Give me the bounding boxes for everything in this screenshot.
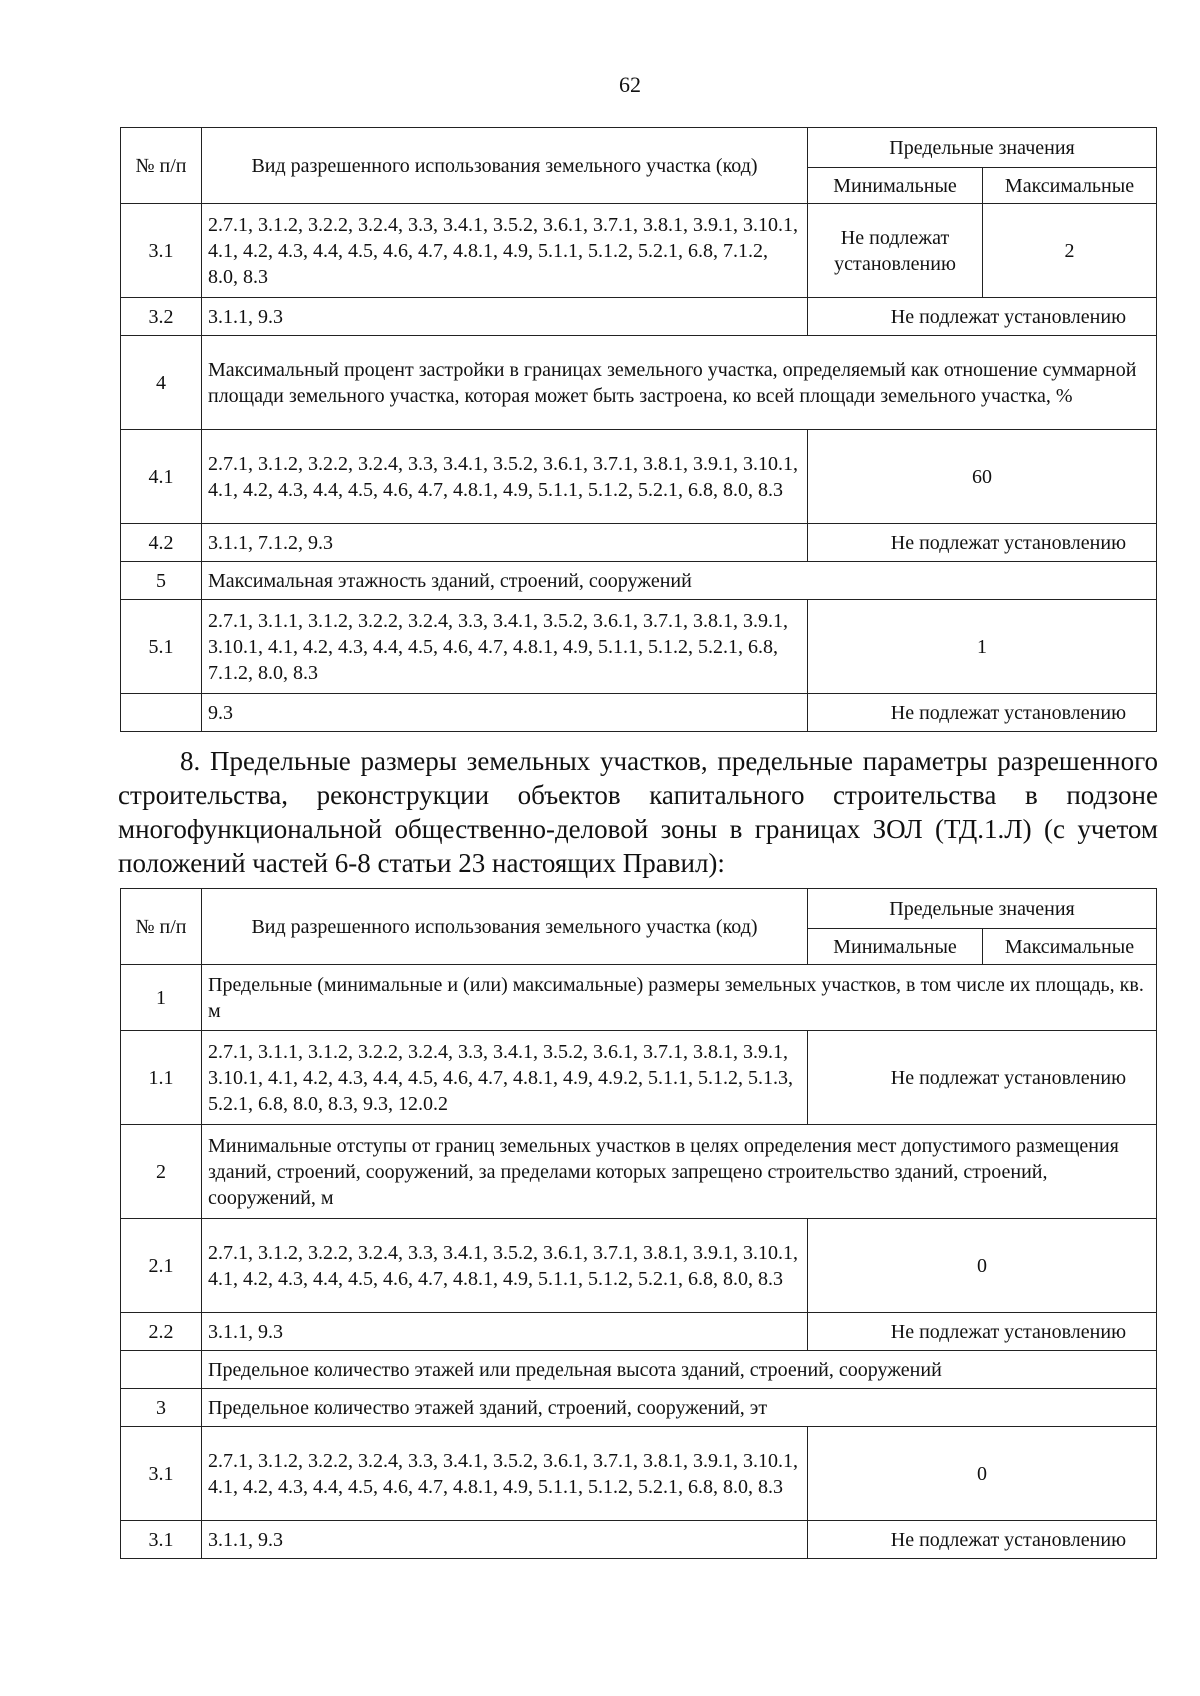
row-num [121, 694, 202, 732]
table-row [121, 600, 1157, 694]
table-row [121, 1427, 1157, 1521]
table-row [121, 204, 1157, 298]
row-min: Не подлежат установлению [808, 204, 983, 298]
row-value: Не подлежат установлению [808, 1313, 1157, 1351]
table-section-row [121, 336, 1157, 430]
row-section-title: Максимальный процент застройки в границах земельного участка, определяемый как отношение суммарной площади земельного участка, которая может быть застроена, ко всей площади земельного участка, % [202, 336, 1157, 430]
row-num [121, 1351, 202, 1389]
row-value: Не подлежат установлению [808, 1031, 1157, 1125]
row-codes: 3.1.1, 9.3 [202, 298, 808, 336]
header-limits: Предельные значения [808, 128, 1157, 168]
table-row [121, 430, 1157, 524]
row-value: Не подлежат установлению [808, 1521, 1157, 1559]
table-section-row [121, 1389, 1157, 1427]
row-codes: 2.7.1, 3.1.2, 3.2.2, 3.2.4, 3.3, 3.4.1, 3.5.2, 3.6.1, 3.7.1, 3.8.1, 3.9.1, 3.10.1, 4.1, 4.2, 4.3, 4.4, 4.5, 4.6, 4.7, 4.8.1, 4.9, 5.1.1, 5.1.2, 5.2.1, 6.8, 8.0, 8.3 [202, 430, 808, 524]
row-num: 4 [121, 336, 202, 430]
row-value: 0 [808, 1219, 1157, 1313]
row-value: 0 [808, 1427, 1157, 1521]
row-codes: 2.7.1, 3.1.1, 3.1.2, 3.2.2, 3.2.4, 3.3, 3.4.1, 3.5.2, 3.6.1, 3.7.1, 3.8.1, 3.9.1, 3.10.1, 4.1, 4.2, 4.3, 4.4, 4.5, 4.6, 4.7, 4.8.1, 4.9, 5.1.1, 5.1.2, 5.2.1, 6.8, 7.1.2, 8.0, 8.3 [202, 600, 808, 694]
row-codes: 3.1.1, 9.3 [202, 1521, 808, 1559]
row-num: 1 [121, 965, 202, 1031]
row-value: 60 [808, 430, 1157, 524]
header-min: Минимальные [808, 929, 983, 965]
row-codes: 3.1.1, 7.1.2, 9.3 [202, 524, 808, 562]
row-num: 3.1 [121, 1521, 202, 1559]
row-num: 3.1 [121, 1427, 202, 1521]
row-num: 2.1 [121, 1219, 202, 1313]
row-section-title: Предельное количество этажей зданий, строений, сооружений, эт [202, 1389, 1157, 1427]
header-use-type: Вид разрешенного использования земельного участка (код) [202, 128, 808, 204]
header-num: № п/п [121, 889, 202, 965]
parameters-table-1 [120, 127, 1157, 732]
row-num: 3.1 [121, 204, 202, 298]
header-max: Максимальные [983, 929, 1157, 965]
row-value: Не подлежат установлению [808, 298, 1157, 336]
table-section-row [121, 965, 1157, 1031]
row-num: 3.2 [121, 298, 202, 336]
section-8-paragraph: 8. Предельные размеры земельных участков, предельные параметры разрешенного строительства, реконструкции объектов капитального строительства в подзоне многофункциональной общественно-деловой зоны в границах ЗОЛ (ТД.1.Л) (с учетом положений частей 6-8 статьи 23 настоящих Правил): [118, 746, 1158, 878]
row-num: 3 [121, 1389, 202, 1427]
row-section-title: Максимальная этажность зданий, строений, сооружений [202, 562, 1157, 600]
header-min: Минимальные [808, 168, 983, 204]
row-num: 1.1 [121, 1031, 202, 1125]
row-codes: 2.7.1, 3.1.2, 3.2.2, 3.2.4, 3.3, 3.4.1, 3.5.2, 3.6.1, 3.7.1, 3.8.1, 3.9.1, 3.10.1, 4.1, 4.2, 4.3, 4.4, 4.5, 4.6, 4.7, 4.8.1, 4.9, 5.1.1, 5.1.2, 5.2.1, 6.8, 8.0, 8.3 [202, 1219, 808, 1313]
table-section-row [121, 1125, 1157, 1219]
table-section-row [121, 1351, 1157, 1389]
header-num: № п/п [121, 128, 202, 204]
table-row [121, 524, 1157, 562]
table-row [121, 1313, 1157, 1351]
row-codes: 2.7.1, 3.1.2, 3.2.2, 3.2.4, 3.3, 3.4.1, 3.5.2, 3.6.1, 3.7.1, 3.8.1, 3.9.1, 3.10.1, 4.1, 4.2, 4.3, 4.4, 4.5, 4.6, 4.7, 4.8.1, 4.9, 5.1.1, 5.1.2, 5.2.1, 6.8, 7.1.2, 8.0, 8.3 [202, 204, 808, 298]
row-max: 2 [983, 204, 1157, 298]
row-section-title: Минимальные отступы от границ земельных участков в целях определения мест допустимого размещения зданий, строений, сооружений, за пределами которых запрещено строительство зданий, строений, сооружений, м [202, 1125, 1157, 1219]
row-value: 1 [808, 600, 1157, 694]
table-header-row [121, 128, 1157, 168]
row-num: 5.1 [121, 600, 202, 694]
row-codes: 3.1.1, 9.3 [202, 1313, 808, 1351]
row-section-title: Предельное количество этажей или предельная высота зданий, строений, сооружений [202, 1351, 1157, 1389]
row-num: 5 [121, 562, 202, 600]
table-row [121, 1521, 1157, 1559]
table-row [121, 1219, 1157, 1313]
row-value: Не подлежат установлению [808, 694, 1157, 732]
row-value: Не подлежат установлению [808, 524, 1157, 562]
row-section-title: Предельные (минимальные и (или) максимальные) размеры земельных участков, в том числе их площадь, кв. м [202, 965, 1157, 1031]
page-number: 62 [619, 72, 641, 97]
table-row [121, 694, 1157, 732]
row-num: 4.1 [121, 430, 202, 524]
header-use-type: Вид разрешенного использования земельного участка (код) [202, 889, 808, 965]
row-codes: 9.3 [202, 694, 808, 732]
table-section-row [121, 562, 1157, 600]
table-row [121, 298, 1157, 336]
row-codes: 2.7.1, 3.1.1, 3.1.2, 3.2.2, 3.2.4, 3.3, 3.4.1, 3.5.2, 3.6.1, 3.7.1, 3.8.1, 3.9.1, 3.10.1, 4.1, 4.2, 4.3, 4.4, 4.5, 4.6, 4.7, 4.8.1, 4.9, 4.9.2, 5.1.1, 5.1.2, 5.1.3, 5.2.1, 6.8, 8.0, 8.3, 9.3, 12.0.2 [202, 1031, 808, 1125]
row-num: 4.2 [121, 524, 202, 562]
header-max: Максимальные [983, 168, 1157, 204]
parameters-table-2 [120, 888, 1157, 1559]
header-limits: Предельные значения [808, 889, 1157, 929]
row-num: 2 [121, 1125, 202, 1219]
row-codes: 2.7.1, 3.1.2, 3.2.2, 3.2.4, 3.3, 3.4.1, 3.5.2, 3.6.1, 3.7.1, 3.8.1, 3.9.1, 3.10.1, 4.1, 4.2, 4.3, 4.4, 4.5, 4.6, 4.7, 4.8.1, 4.9, 5.1.1, 5.1.2, 5.2.1, 6.8, 8.0, 8.3 [202, 1427, 808, 1521]
table-row [121, 1031, 1157, 1125]
row-num: 2.2 [121, 1313, 202, 1351]
table-header-row [121, 889, 1157, 929]
